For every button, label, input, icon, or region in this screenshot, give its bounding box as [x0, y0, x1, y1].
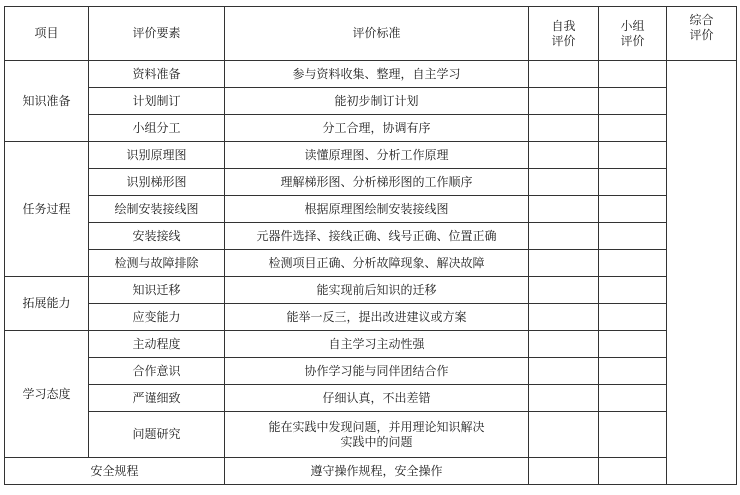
- group-name-task-process: 任务过程: [5, 142, 89, 277]
- table-row: [5, 115, 737, 142]
- self-eval-cell[interactable]: [529, 458, 599, 485]
- self-eval-cell[interactable]: [529, 385, 599, 412]
- header-standard: 评价标准: [225, 7, 529, 61]
- self-eval-cell[interactable]: [529, 331, 599, 358]
- group-eval-cell[interactable]: [599, 223, 667, 250]
- group-eval-cell[interactable]: [599, 412, 667, 458]
- header-group-eval-line2: 评价: [620, 33, 645, 48]
- self-eval-cell[interactable]: [529, 196, 599, 223]
- table-row: [5, 412, 737, 458]
- table-row: [5, 88, 737, 115]
- group-eval-cell[interactable]: [599, 358, 667, 385]
- element-cell: 主动程度: [89, 331, 225, 358]
- element-cell: 安装接线: [89, 223, 225, 250]
- header-item: 项目: [5, 7, 89, 61]
- self-eval-cell[interactable]: [529, 358, 599, 385]
- group-eval-cell[interactable]: [599, 250, 667, 277]
- header-element: 评价要素: [89, 7, 225, 61]
- self-eval-cell[interactable]: [529, 169, 599, 196]
- group-eval-cell[interactable]: [599, 304, 667, 331]
- header-group-eval: [599, 7, 667, 61]
- standard-line1: 能在实践中发现问题，并用理论知识解决: [268, 419, 485, 434]
- table-row: [5, 385, 737, 412]
- standard-cell: 读懂原理图、分析工作原理: [225, 142, 529, 169]
- self-eval-cell[interactable]: [529, 277, 599, 304]
- table-row: [5, 304, 737, 331]
- standard-cell: 自主学习主动性强: [225, 331, 529, 358]
- element-cell: 检测与故障排除: [89, 250, 225, 277]
- group-eval-cell[interactable]: [599, 142, 667, 169]
- standard-cell: 检测项目正确、分析故障现象、解决故障: [225, 250, 529, 277]
- standard-cell: 能举一反三，提出改进建议或方案: [225, 304, 529, 331]
- self-eval-cell[interactable]: [529, 223, 599, 250]
- table-row: [5, 223, 737, 250]
- header-overall-eval-line2: 评价: [689, 28, 714, 42]
- table-row: [5, 250, 737, 277]
- table-row: [5, 277, 737, 304]
- standard-cell: 能实现前后知识的迁移: [225, 277, 529, 304]
- table-row: [5, 61, 737, 88]
- self-eval-cell[interactable]: [529, 304, 599, 331]
- standard-cell: 能初步制订计划: [225, 88, 529, 115]
- self-eval-cell[interactable]: [529, 61, 599, 88]
- group-eval-cell[interactable]: [599, 277, 667, 304]
- standard-cell: 根据原理图绘制安装接线图: [225, 196, 529, 223]
- standard-cell: [225, 412, 529, 458]
- standard-cell: 分工合理，协调有序: [225, 115, 529, 142]
- group-eval-cell[interactable]: [599, 385, 667, 412]
- self-eval-cell[interactable]: [529, 115, 599, 142]
- table-row: [5, 142, 737, 169]
- table-row: [5, 331, 737, 358]
- group-name-attitude: 学习态度: [5, 331, 89, 458]
- table-row: [5, 169, 737, 196]
- element-cell: 资料准备: [89, 61, 225, 88]
- table-row: [5, 458, 737, 485]
- evaluation-table: [4, 6, 737, 485]
- table-row: [5, 358, 737, 385]
- element-cell: 计划制订: [89, 88, 225, 115]
- group-eval-cell[interactable]: [599, 61, 667, 88]
- element-cell: 知识迁移: [89, 277, 225, 304]
- header-overall-eval: [667, 7, 737, 61]
- header-overall-eval-line1: 综合: [689, 13, 714, 27]
- header-self-eval-line1: 自我: [551, 18, 576, 33]
- header-row: [5, 7, 737, 61]
- group-eval-cell[interactable]: [599, 88, 667, 115]
- element-cell: 问题研究: [89, 412, 225, 458]
- standard-cell: 协作学习能与同伴团结合作: [225, 358, 529, 385]
- element-cell: 严谨细致: [89, 385, 225, 412]
- header-self-eval: [529, 7, 599, 61]
- standard-cell: 元器件选择、接线正确、线号正确、位置正确: [225, 223, 529, 250]
- standard-line2: 实践中的问题: [340, 434, 413, 449]
- group-eval-cell[interactable]: [599, 458, 667, 485]
- group-name-knowledge: 知识准备: [5, 61, 89, 142]
- element-cell: 应变能力: [89, 304, 225, 331]
- header-self-eval-line2: 评价: [551, 33, 576, 48]
- element-cell: 合作意识: [89, 358, 225, 385]
- group-eval-cell[interactable]: [599, 115, 667, 142]
- self-eval-cell[interactable]: [529, 142, 599, 169]
- group-eval-cell[interactable]: [599, 331, 667, 358]
- group-eval-cell[interactable]: [599, 169, 667, 196]
- table-row: [5, 196, 737, 223]
- self-eval-cell[interactable]: [529, 250, 599, 277]
- self-eval-cell[interactable]: [529, 412, 599, 458]
- element-cell: 小组分工: [89, 115, 225, 142]
- safety-name: 安全规程: [5, 458, 225, 485]
- element-cell: 识别原理图: [89, 142, 225, 169]
- self-eval-cell[interactable]: [529, 88, 599, 115]
- standard-cell: 仔细认真，不出差错: [225, 385, 529, 412]
- standard-cell: 参与资料收集、整理，自主学习: [225, 61, 529, 88]
- group-eval-cell[interactable]: [599, 196, 667, 223]
- header-group-eval-line1: 小组: [620, 18, 645, 33]
- element-cell: 识别梯形图: [89, 169, 225, 196]
- group-name-extension: 拓展能力: [5, 277, 89, 331]
- element-cell: 绘制安装接线图: [89, 196, 225, 223]
- standard-cell: 理解梯形图、分析梯形图的工作顺序: [225, 169, 529, 196]
- standard-cell: 遵守操作规程，安全操作: [225, 458, 529, 485]
- overall-eval-cell[interactable]: [667, 61, 737, 485]
